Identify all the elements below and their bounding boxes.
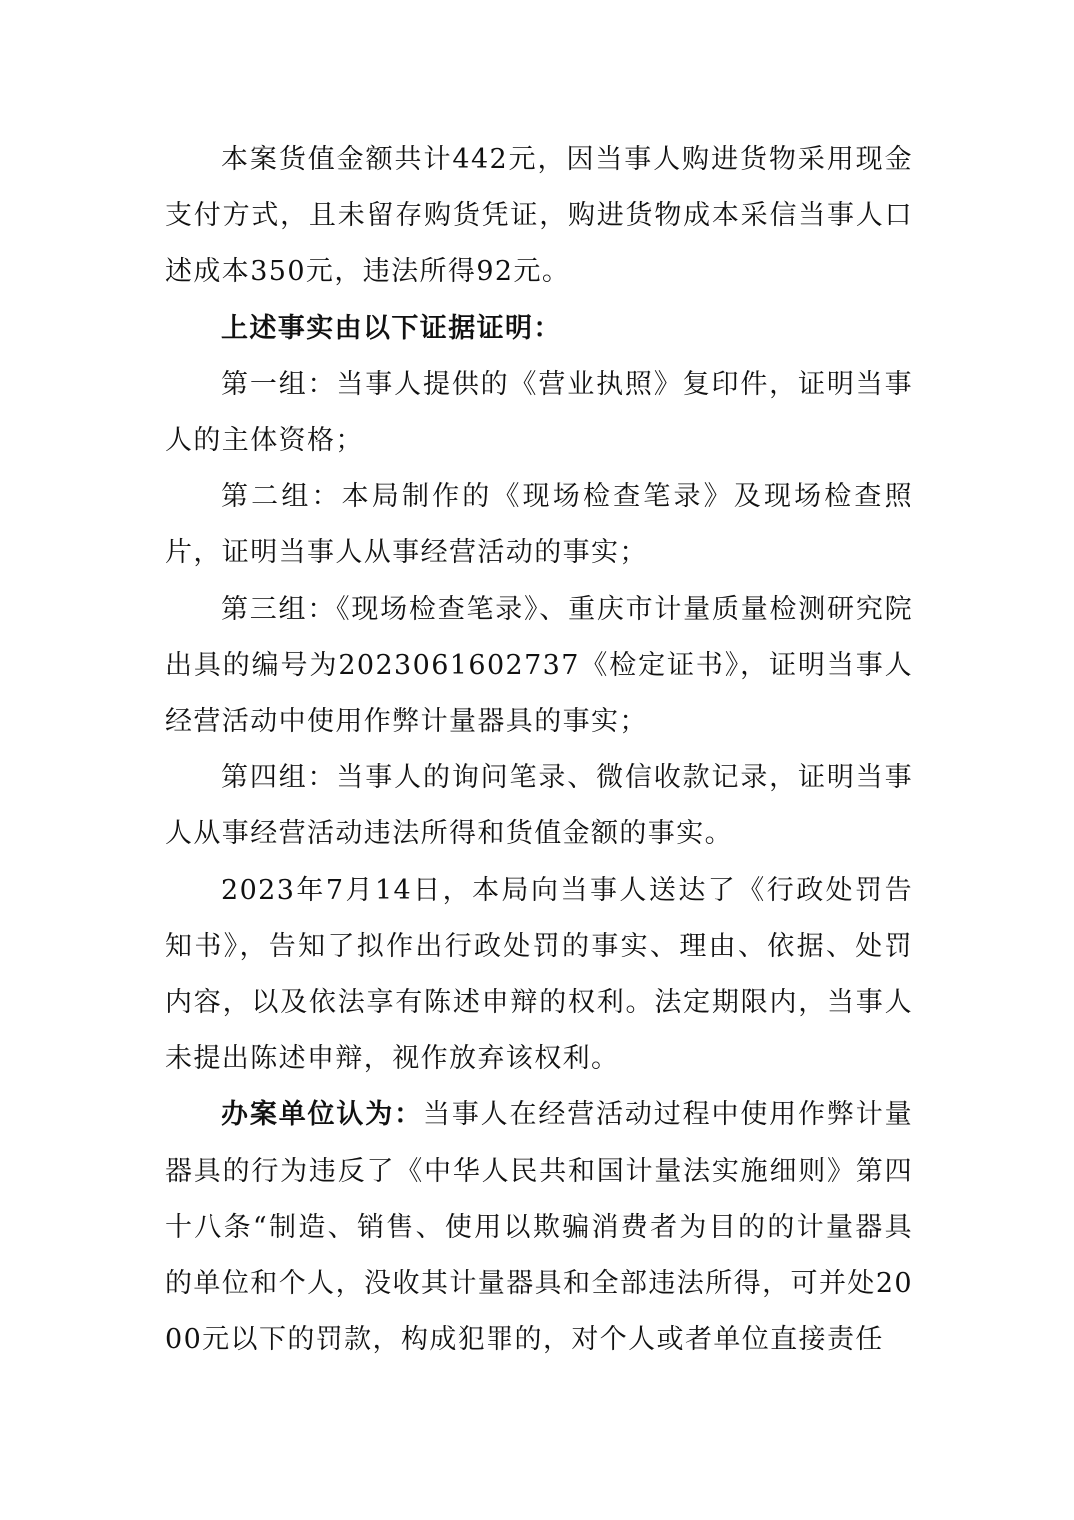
paragraph-evidence-group-4: 第四组：当事人的询问笔录、微信收款记录，证明当事人从事经营活动违法所得和货值金额的事实。 — [165, 762, 913, 850]
conclusion-body: 当事人在经营活动过程中使用作弊计量器具的行为违反了《中华人民共和国计量法实施细则》第四十八条“制造、销售、使用以欺骗消费者为目的的计量器具的单位和个人，没收其计量器具和全部违法所得，可并处2000元以下的罚款，构成犯罪的，对个人或者单位直接责任 — [165, 1099, 913, 1356]
paragraph-evidence-group-2: 第二组：本局制作的《现场检查笔录》及现场检查照片，证明当事人从事经营活动的事实； — [165, 481, 913, 569]
paragraph-conclusion — [165, 1087, 913, 1368]
document-page — [165, 132, 913, 1368]
paragraph-evidence-group-1: 第一组：当事人提供的《营业执照》复印件，证明当事人的主体资格； — [165, 368, 913, 457]
paragraph-evidence-group-3: 第三组：《现场检查笔录》、重庆市计量质量检测研究院出具的编号为2023061602737《检定证书》，证明当事人经营活动中使用作弊计量器具的事实； — [165, 593, 913, 738]
paragraph-case-value: 本案货值金额共计442元，因当事人购进货物采用现金支付方式，且未留存购货凭证，购进货物成本采信当事人口述成本350元，违法所得92元。 — [165, 144, 913, 288]
conclusion-lead: 办案单位认为： — [221, 1099, 423, 1131]
paragraph-notice: 2023年7月14日，本局向当事人送达了《行政处罚告知书》，告知了拟作出行政处罚的事实、理由、依据、处罚内容，以及依法享有陈述申辩的权利。法定期限内，当事人未提出陈述申辩，视作放弃该权利。 — [165, 874, 913, 1075]
paragraph-evidence-heading: 上述事实由以下证据证明： — [221, 312, 562, 344]
